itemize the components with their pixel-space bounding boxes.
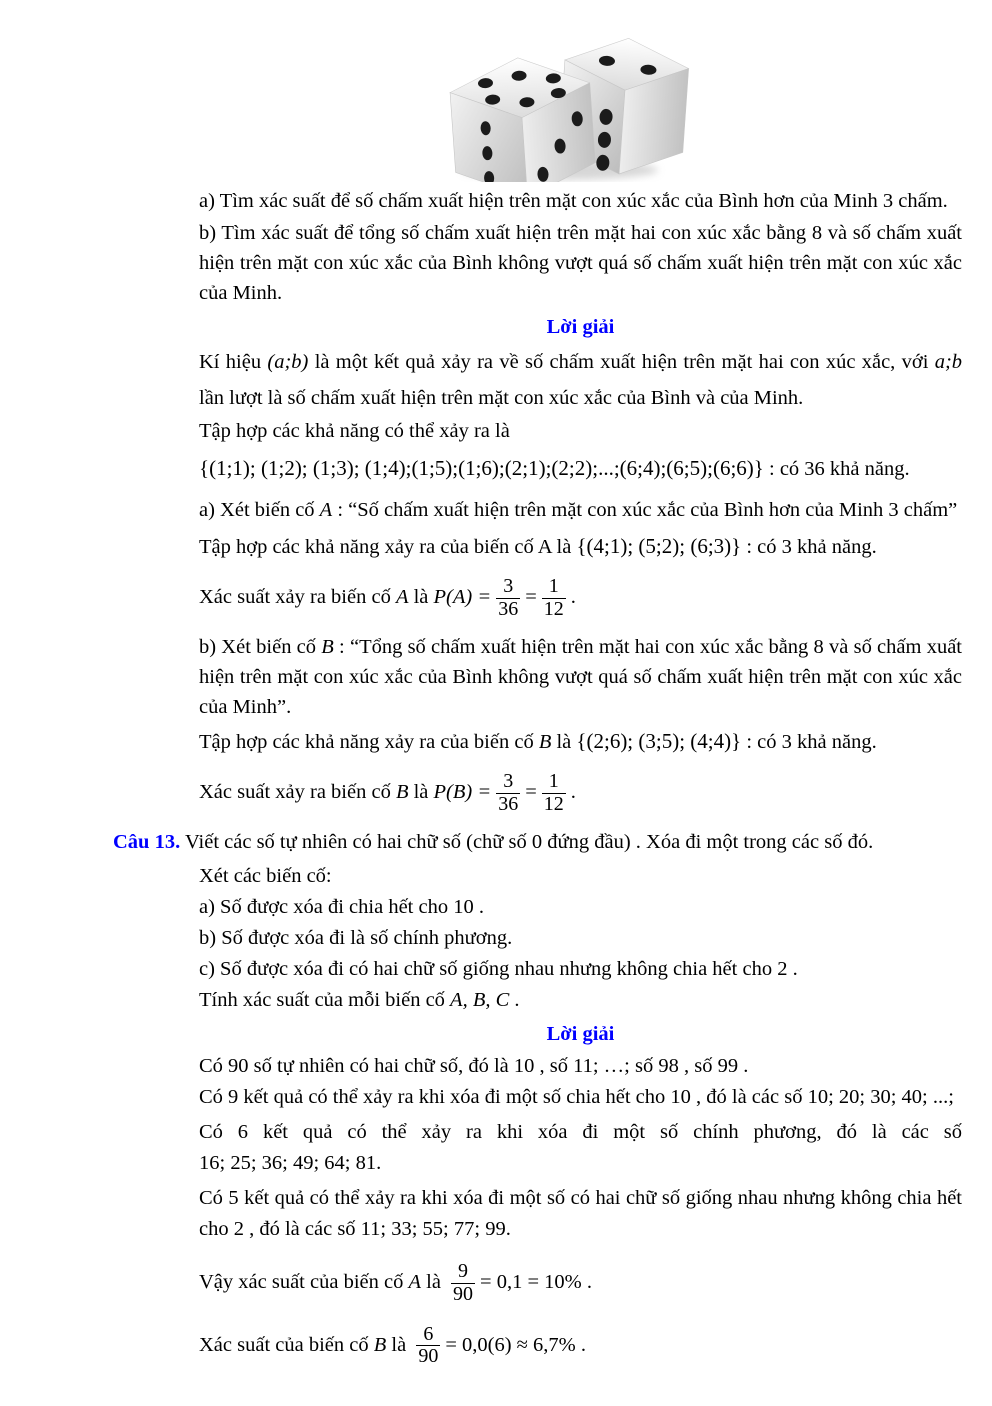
prob-b-var: B — [395, 780, 409, 803]
problem12-part-b: b) Tìm xác suất để tổng số chấm xuất hiện trên mặt hai con xúc xắc bằng 8 và số chấm xuất hiện trên mặt con xúc xắc của Bình không vượt quá số chấm xuất hiện trên mặt con xúc xắc của Minh. — [199, 222, 962, 304]
fraction-numerator: 1 — [548, 770, 559, 793]
fraction-1-12 — [542, 576, 566, 620]
set-b-var: B — [538, 731, 552, 754]
set-a-set: {(4;1); (5;2); (6;3)} — [576, 534, 742, 558]
two-dice-image — [440, 22, 690, 182]
intro-text-3: lần lượt là số chấm xuất hiện trên mặt con xúc xắc của Bình và của Minh. — [199, 387, 804, 409]
problem13-statement — [113, 827, 962, 857]
fraction-numerator: 9 — [458, 1260, 469, 1283]
prob-a13-text-2: là — [421, 1271, 447, 1294]
prob-a13-text-1: Vậy xác suất của biến cố — [199, 1271, 409, 1294]
fraction-numerator: 3 — [503, 575, 514, 597]
solution13-line3 — [199, 1117, 962, 1179]
fraction-denominator: 90 — [453, 1282, 474, 1305]
fraction-6-90 — [416, 1324, 440, 1368]
event-b-text-2: : “Tổng số chấm xuất hiện trên mặt hai con xúc xắc bằng 8 và số chấm xuất hiện trên mặt con xúc xắc của Bình không vượt quá số chấm xuất hiện trên mặt con xúc xắc của Minh”. — [199, 636, 962, 719]
prob-b-text-2: là — [408, 780, 434, 803]
prob-a-text-2: là — [408, 585, 434, 608]
fraction-denominator: 90 — [418, 1345, 439, 1368]
event-b-outcomes — [199, 724, 962, 759]
problem13-item-a: a) Số được xóa đi chia hết cho 10 . — [199, 896, 484, 919]
probability-b-line — [199, 771, 962, 815]
prob-b13-text-1: Xác suất của biến cố — [199, 1333, 374, 1356]
solution13-line3-first: Có 6 kết quả có thể xảy ra khi xóa đi một số chính phương, đó là các số — [199, 1121, 962, 1144]
set-b-text-2: là — [551, 731, 577, 754]
solution13-line3-second: 16; 25; 36; 49; 64; 81. — [199, 1152, 382, 1175]
intro-text-2: là một kết quả xảy ra về số chấm xuất hiện trên mặt hai con xúc xắc, với — [308, 351, 935, 373]
fraction-numerator: 6 — [423, 1322, 434, 1345]
fraction-denominator: 12 — [543, 792, 564, 815]
set-a-text-1: Tập hợp các khả năng xảy ra của biến cố — [199, 536, 538, 558]
fraction-denominator: 36 — [498, 792, 519, 815]
set-a-note: : có 3 khả năng. — [741, 536, 877, 558]
fraction-3-36 — [496, 576, 520, 620]
sentence-end: . — [570, 585, 576, 608]
set-b-set: {(2;6); (3;5); (4;4)} — [576, 729, 742, 754]
solution-heading-2: Lời giải — [546, 1023, 615, 1046]
prob-a13-var: A — [408, 1271, 421, 1294]
prob-b-text-1: Xác suất xảy ra biến cố — [199, 780, 396, 803]
fraction-denominator: 36 — [498, 597, 519, 620]
prob-a-text-1: Xác suất xảy ra biến cố — [199, 585, 396, 608]
sample-space-note: : có 36 khả năng. — [763, 458, 910, 480]
solution13-line1: Có 90 số tự nhiên có hai chữ số, đó là 10 , số 11; …; số 98 , số 99 . — [199, 1055, 749, 1078]
prob-a13-result: = 0,1 = 10% — [480, 1271, 582, 1294]
sample-space-set: {(1;1); (1;2); (1;3); (1;4);(1;5);(1;6);(2;1);(2;2);...;(6;4);(6;5);(6;6)} — [199, 456, 764, 480]
question-13-label: Câu 13. — [113, 831, 181, 854]
probability-a13-line — [199, 1261, 962, 1305]
sentence-end: . — [575, 1333, 586, 1356]
sentence-end: . — [581, 1271, 592, 1294]
solution12-intro — [199, 344, 962, 416]
dice-illustration — [440, 22, 690, 182]
set-b-text-1: Tập hợp các khả năng xảy ra của biến cố — [199, 731, 539, 754]
prob-b13-text-2: là — [386, 1333, 412, 1356]
solution13-line4: Có 5 kết quả có thể xảy ra khi xóa đi một số có hai chữ số giống nhau nhưng không chia hết cho 2 , đó là các số 11; 33; 55; 77; 99. — [199, 1187, 962, 1241]
compute-end: . — [509, 989, 520, 1012]
intro-text-1: Kí hiệu — [199, 351, 268, 373]
problem13-item-c: c) Số được xóa đi có hai chữ số giống nhau nhưng không chia hết cho 2 . — [199, 958, 798, 981]
math-ab-pair: (a;b) — [267, 351, 309, 373]
solution13-line2: Có 9 kết quả có thể xảy ra khi xóa đi một số chia hết cho 10 , đó là các số 10; 20; 30; 40; ...; — [199, 1086, 954, 1109]
fraction-9-90 — [451, 1261, 475, 1305]
fraction-1-12 — [542, 771, 566, 815]
sample-space-label: Tập hợp các khả năng có thể xảy ra là — [199, 420, 510, 442]
equals-sign: = — [525, 585, 537, 608]
prob-a-var: A — [395, 585, 409, 608]
compute-text: Tính xác suất của mỗi biến cố — [199, 989, 451, 1012]
fraction-numerator: 3 — [503, 770, 514, 793]
compute-vars: A, B, C — [450, 989, 510, 1012]
event-b-definition — [199, 632, 962, 722]
fraction-denominator: 12 — [543, 597, 564, 620]
solution13-body — [199, 1051, 962, 1367]
fraction-numerator: 1 — [548, 575, 559, 597]
prob-b-expression: P(B) = — [433, 780, 492, 803]
fraction-3-36 — [496, 771, 520, 815]
event-a-text-1: a) Xét biến cố — [199, 499, 320, 521]
set-a-var: A — [537, 536, 552, 558]
event-b-text-1: b) Xét biến cố — [199, 636, 322, 659]
problem13-compute — [199, 985, 962, 1015]
probability-a-line — [199, 576, 962, 620]
equals-sign: = — [525, 780, 537, 803]
problem13-item-b: b) Số được xóa đi là số chính phương. — [199, 927, 513, 950]
problem13-consider: Xét các biến cố: — [199, 865, 332, 888]
sentence-end: . — [570, 780, 576, 803]
event-b-var: B — [321, 636, 334, 659]
event-a-definition — [199, 495, 962, 525]
prob-b13-var: B — [373, 1333, 387, 1356]
prob-a-expression: P(A) = — [433, 585, 492, 608]
event-a-text-2: : “Số chấm xuất hiện trên mặt con xúc xắc của Bình hơn của Minh 3 chấm” — [332, 499, 958, 521]
question-13-text: Viết các số tự nhiên có hai chữ số (chữ số 0 đứng đầu) . Xóa đi một trong các số đó. — [180, 831, 874, 854]
set-b-note: : có 3 khả năng. — [741, 731, 877, 754]
set-a-text-2: là — [551, 536, 577, 558]
math-ab: a;b — [934, 351, 963, 373]
sample-space-set-line — [199, 450, 962, 487]
event-a-var: A — [319, 499, 333, 521]
prob-b13-result: = 0,0(6) ≈ 6,7% — [445, 1333, 576, 1356]
solution-heading-1: Lời giải — [546, 316, 615, 338]
problem12-part-a: a) Tìm xác suất để số chấm xuất hiện trên mặt con xúc xắc của Bình hơn của Minh 3 chấm. — [199, 190, 948, 212]
event-a-outcomes — [199, 529, 962, 564]
probability-b13-line — [199, 1324, 962, 1368]
